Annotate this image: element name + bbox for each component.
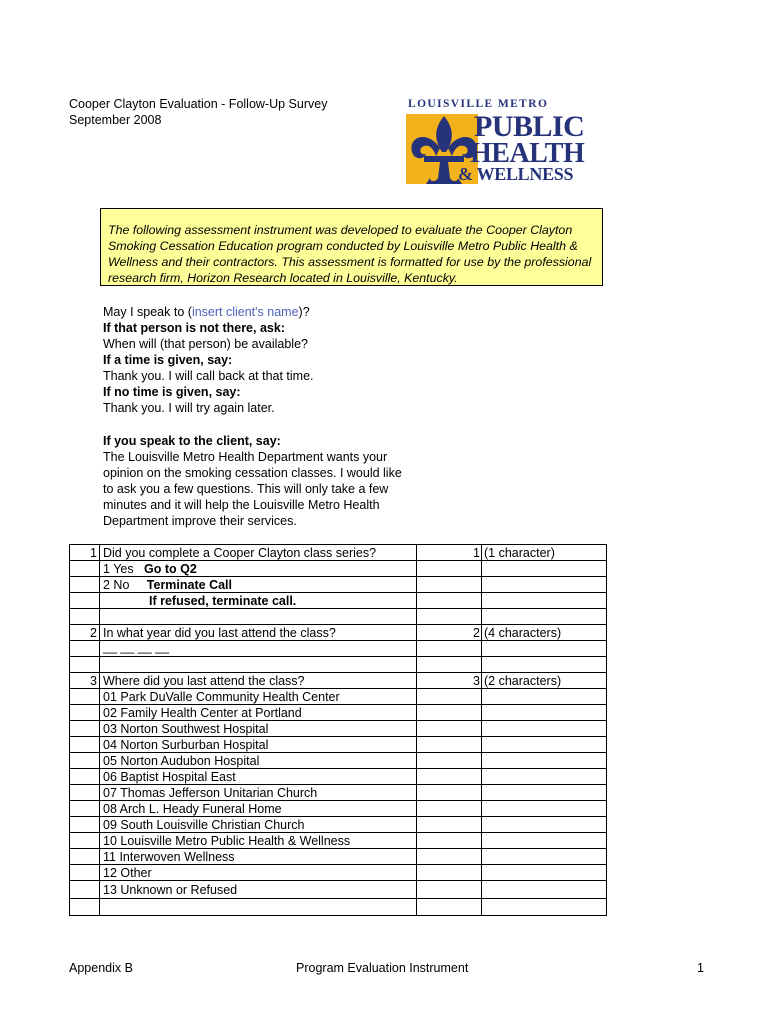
q3-option: 11 Interwoven Wellness [103,850,235,864]
document-date: September 2008 [69,113,162,127]
q1-option-yes [103,561,197,577]
q3-option: 09 South Louisville Christian Church [103,818,305,832]
time-given-label: If a time is given, say: [103,353,233,367]
client-line: minutes and it will help the Louisville Metro Health [103,498,380,512]
q1-option-yes-label: 1 Yes [103,562,134,576]
q2-number: 2 [90,626,97,640]
no-time-text: Thank you. I will try again later. [103,401,275,415]
not-there-label: If that person is not there, ask: [103,321,285,335]
no-time-label: If no time is given, say: [103,385,241,399]
q3-option: 13 Unknown or Refused [103,883,238,897]
grid-line [69,915,607,916]
q3-option: 12 Other [103,866,152,880]
q2-code-number: 2 [473,626,480,640]
grid-line [606,544,607,916]
q1-number: 1 [90,546,97,560]
intro-highlight-box [100,208,603,286]
client-line: opinion on the smoking cessation classes. I would like [103,466,402,480]
q1-code-text: (1 character) [484,546,555,560]
intro-text: The following assessment instrument was developed to evaluate the Cooper Clayton Smoking Cessation Education program conducted by Louisville Metro Public Health & Wellness and their contractors. This assessment is formatted for use by the professional research firm, Horizon Research located in Louisville, Kentucky. [108,223,592,285]
logo-word-health: HEALTH [470,138,585,169]
client-label: If you speak to the client, say: [103,434,281,448]
time-given-text: Thank you. I will call back at that time. [103,369,314,383]
q1-option-no-label: 2 No [103,578,130,592]
q3-option: 01 Park DuValle Community Health Center [103,690,340,704]
footer-page-number: 1 [697,961,704,975]
grid-line [69,656,607,657]
q1-text: Did you complete a Cooper Clayton class series? [103,546,377,560]
q3-option: 04 Norton Surburban Hospital [103,738,269,752]
grid-line [99,544,100,916]
q1-option-no [103,577,232,593]
q2-year-blanks[interactable]: __ __ __ __ [103,640,170,654]
q1-option-yes-action: Go to Q2 [144,562,197,576]
client-line: The Louisville Metro Health Department wants your [103,450,388,464]
louisville-metro-public-health-logo [404,96,604,186]
ask-suffix: )? [298,305,310,319]
footer-appendix: Appendix B [69,961,133,975]
q1-code-number: 1 [473,546,480,560]
logo-word-wellness: & WELLNESS [458,164,574,184]
grid-line [416,544,417,916]
q3-option: 05 Norton Audubon Hospital [103,754,260,768]
q2-text: In what year did you last attend the class? [103,626,336,640]
logo-top-text: LOUISVILLE METRO [408,98,549,110]
grid-line [481,544,482,916]
client-line: Department improve their services. [103,514,297,528]
q2-code-text: (4 characters) [484,626,562,640]
grid-line [69,544,70,916]
q3-option: 08 Arch L. Heady Funeral Home [103,802,282,816]
q3-option: 10 Louisville Metro Public Health & Wellness [103,834,351,848]
q3-option: 07 Thomas Jefferson Unitarian Church [103,786,318,800]
grid-line [69,898,607,899]
ask-line [103,305,310,319]
logo-word-public: PUBLIC [474,110,585,143]
q3-text: Where did you last attend the class? [103,674,305,688]
q3-option: 02 Family Health Center at Portland [103,706,302,720]
q3-option: 03 Norton Southwest Hospital [103,722,269,736]
client-name-placeholder: insert client's name [191,305,299,319]
q3-code-text: (2 characters) [484,674,562,688]
client-line: to ask you a few questions. This will only take a few [103,482,389,496]
not-there-text: When will (that person) be available? [103,337,308,351]
ask-prefix: May I speak to ( [103,305,192,319]
q1-option-no-action: Terminate Call [146,578,232,592]
q3-option: 06 Baptist Hospital East [103,770,236,784]
q1-refused-instruction: If refused, terminate call. [149,594,297,608]
footer-title: Program Evaluation Instrument [296,961,469,975]
q3-number: 3 [90,674,97,688]
document-title: Cooper Clayton Evaluation - Follow-Up Survey [69,97,328,111]
q3-code-number: 3 [473,674,480,688]
